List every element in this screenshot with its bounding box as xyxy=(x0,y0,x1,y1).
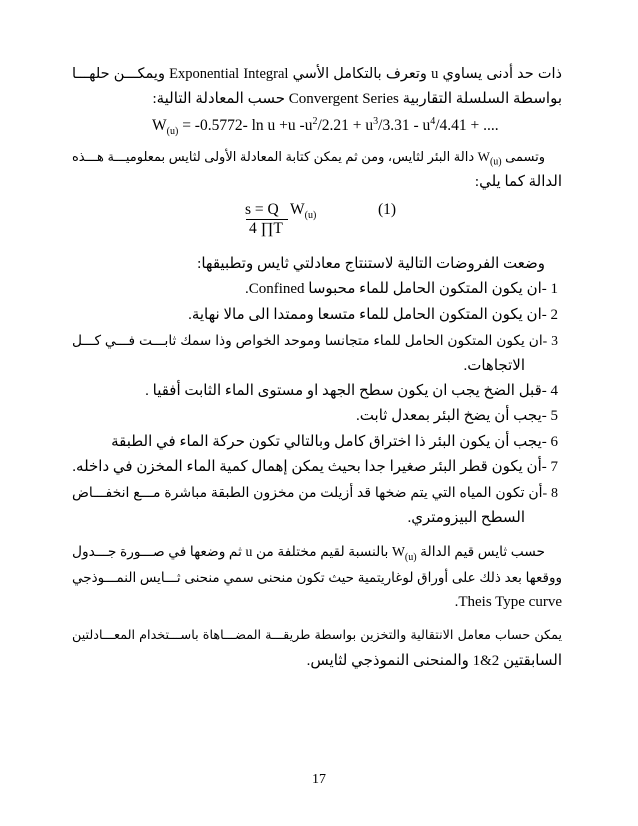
assumption-item-8-continuation: السطح البيزومتري. xyxy=(407,510,525,527)
page-number: 17 xyxy=(312,772,326,787)
equation-exponent: 4 xyxy=(430,115,436,127)
assumption-item-4: 4 -قبل الضخ يجب ان يكون سطح الجهد او مستوى الماء الثابت أفقيا . xyxy=(145,383,558,400)
paragraph-1-line-2: بواسطة السلسلة التقاربية Convergent Series حسب المعادلة التالية: xyxy=(152,91,562,108)
paragraph-2-line-1-start: وتسمى xyxy=(505,149,546,165)
paragraph-2-line-1-end: دالة البئر لثايس، ومن ثم يمكن كتابة المعادلة الأولى لثايس بمعلوميـــة هـــذه xyxy=(72,149,475,165)
assumption-item-3: 3 -ان يكون المتكون الحامل للماء متجانسا وموحد الخواص وذا سمك ثابـــت فـــي كـــل xyxy=(72,333,558,349)
assumptions-intro: وضعت الفروضات التالية لاستنتاج معادلتي ثايس وتطبيقها: xyxy=(197,256,545,273)
page-body xyxy=(72,62,562,674)
assumption-item-2: 2 -ان يكون المتكون الحامل للماء متسعا وممتدا الى مالا نهاية. xyxy=(188,306,558,323)
equation-exponent: 3 xyxy=(373,115,379,127)
well-function-series-equation xyxy=(72,113,562,138)
paragraph-3-line-3: Theis Type curve. xyxy=(454,594,562,610)
symbol-letter: W xyxy=(290,201,305,219)
equation-term: /2.21 + u xyxy=(317,116,374,134)
assumption-item-5: 5 -يجب أن يضخ البئر بمعدل ثابت. xyxy=(356,408,558,425)
paragraph-3-line-2: ووقعها بعد ذلك على أوراق لوغاريتمية حيث تكون منحنى سمي منحنى ثـــايس النمـــوذجي xyxy=(72,569,562,585)
paragraph-1-line-1: ذات حد أدنى يساوي u وتعرف بالتكامل الأسي Exponential Integral ويمكـــن حلهـــا xyxy=(72,66,562,82)
equation-numerator: s = Q xyxy=(245,201,279,219)
paragraph-2-line-1 xyxy=(72,144,562,169)
paragraph-3-line-1 xyxy=(72,539,562,564)
equation-symbol-subscript: (u) xyxy=(166,125,179,137)
symbol-letter: W xyxy=(477,149,490,165)
paragraph-3-line-1-start: حسب ثايس قيم الدالة xyxy=(420,544,546,560)
assumption-item-7: 7 -أن يكون قطر البئر صغيرا جدا بحيث يمكن إهمال كمية الماء المخزن في داخله. xyxy=(72,459,558,476)
equation-exponent: 2 xyxy=(312,115,318,127)
equation-denominator: 4 ∏T xyxy=(246,219,288,238)
equation-term: = -0.5772- ln u +u -u xyxy=(178,116,313,134)
paragraph-3-line-1-end: بالنسبة لقيم مختلفة من u ثم وضعها في صـــورة جـــدول xyxy=(72,544,389,560)
assumption-item-8: 8 -أن تكون المياه التي يتم ضخها قد أزيلت من مخزون الطبقة مباشرة مـــع انخفـــاض xyxy=(72,485,558,501)
equation-symbol: W xyxy=(152,116,167,134)
assumption-item-6: 6 -يجب أن يكون البئر ذا اختراق كامل وبالتالي تكون حركة الماء في الطبقة xyxy=(111,433,558,450)
assumption-item-1: 1 -ان يكون المتكون الحامل للماء محبوسا Confined. xyxy=(244,281,558,298)
equation-term: /3.31 - u xyxy=(378,116,431,134)
theis-equation xyxy=(72,195,562,239)
symbol-subscript: (u) xyxy=(304,210,317,222)
equation-reference: 1&2 xyxy=(472,652,500,669)
paragraph-4-line-1: يمكن حساب معامل الانتقالية والتخزين بواسطة طريقـــة المضـــاهاة باســـتخدام المعـــادلتين xyxy=(72,628,562,643)
symbol-subscript: (u) xyxy=(489,156,502,168)
symbol-subscript: (u) xyxy=(404,551,417,563)
equation-term: /4.41 + .... xyxy=(435,116,499,134)
assumption-item-3-continuation: الاتجاهات. xyxy=(463,357,525,374)
well-function-symbol xyxy=(391,544,417,563)
well-function-symbol xyxy=(477,149,502,168)
paragraph-4-line-2-end: والمنحنى النموذجي لثايس. xyxy=(306,652,469,669)
symbol-letter: W xyxy=(391,544,405,560)
paragraph-2-line-2: الدالة كما يلي: xyxy=(474,173,562,190)
equation-well-function xyxy=(290,197,316,223)
paragraph-4-line-2 xyxy=(72,649,562,674)
equation-number: (1) xyxy=(378,201,397,219)
paragraph-4-line-2-start: السابقتين xyxy=(503,652,562,669)
